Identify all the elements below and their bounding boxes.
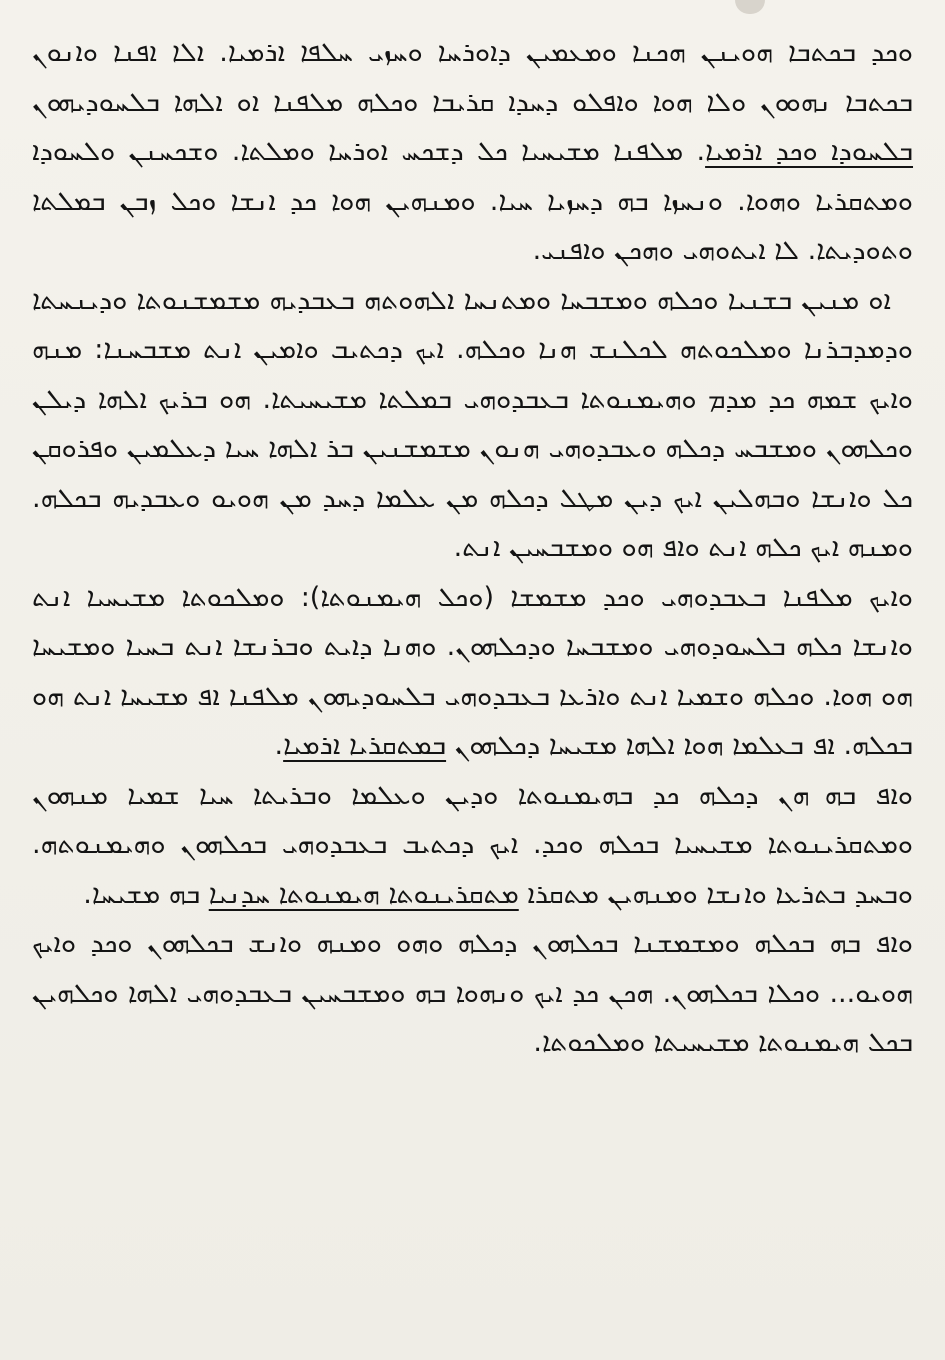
text-run: ܘܐܝܟ ܡܠܦܢܐ ܒܥܒܕܘܗܝ ܘܟܕ ܡܫܡܫܐ (ܘܟܠ ܗܝܡܢܘܬܐ): ܘܡܠܟܘܬܐ ܡܫܝܚܝܐ ܐܢܬ ܘܐܢܫܐ ܟܠܗ ܒܠܚܘܕܘܗܝ ܘܡܫܒܚܐ ܘܕܟܠܗܘܢ. ܘܗܢܐ ܕܐܝܬ ܘܒܪܢܫܐ ܐܢܬ ܒܚܝܐ ܘܡܫܝܚܐ ܗܘ ܗܘܐ. ܘܟܠܗ ܘܫܡܝܐ ܐܢܬ ܘܐܪܥܐ ܒܥܒܕܘܗܝ ܒܠܚܘܕܝܗܘܢ ܡܠܦܢܐ ܐܦ ܡܫܝܚܐ ܐܢܬ ܗܘ ܒܟܠܗ. ܐܦ ܒܥܠܡܐ ܗܘܐ ܐܠܗܐ ܡܫܝܚܐ ܕܟܠܗܘܢ bbox=[32, 581, 913, 761]
body-text bbox=[32, 28, 913, 1068]
text-run: ܒܗ ܡܫܝܚܐ. bbox=[83, 878, 209, 910]
underlined-phrase: ܒܠܚܘܕܐ ܘܟܕ ܐܪܡܝܐ bbox=[705, 136, 914, 167]
paragraph bbox=[32, 276, 913, 573]
underlined-phrase: ܡܬܩܪܝܢܘܬܐ ܗܝܡܢܘܬܐ ܚܕܢܝܐ bbox=[208, 878, 519, 910]
text-run: ܘܐܦ ܒܗ ܒܟܠܗ ܘܡܫܡܫܢܐ ܒܟܠܗܘܢ ܕܟܠܗ ܘܗܘ ܘܡܢܗ ܘܐܢܫ ܒܟܠܗܘܢ ܘܟܕ ܘܐܝܟ ܗܘܝܘ... ܘܟܠܐ ܒܟܠܗܘܢ. ܗܟܢ ܟܕ ܐܝܟ ܘܢܗܘܐ ܒܗ ܘܡܫܒܚܝܢ ܒܥܒܕܘܗܝ ܐܠܗܐ ܘܟܠܗܝܢ ܒܟܠ ܗܝܡܢܘܬܐ ܡܫܝܚܝܬܐ ܘܡܠܟܘܬܐ. bbox=[32, 928, 913, 1058]
text-run: ܘܐܦ ܒܗ ܗܢ ܕܟܠܗ ܟܕ ܒܗܝܡܢܘܬܐ ܘܕܝܢ ܘܥܠܡܐ ܘܒܪܝܬܐ ܚܝܐ ܫܡܝܐ ܡܢܗܘܢ ܘܡܬܩܪܝܢܘܬܐ ܡܫܝܚܝܐ ܒܟܠܗ ܘܟܕ. ܐܝܟ ܕܟܬܝܒ ܒܥܒܕܘܗܝ ܒܟܠܗܘܢ ܘܗܝܡܢܘܬܗ. ܘܒܚܕ ܒܬܪܥܐ ܘܐܢܫܐ ܘܡܢܗܝܢ ܡܬܩܪܐ bbox=[32, 779, 913, 910]
text-run: ܘܟܕ ܒܟܬܒܐ ܗܘܝܢܢ ܗܟܢܐ ܘܡܥܡܝܢ ܕܐܘܪܚܐ ܘܚܙܝ ܚܠܦܐ ܐܪܡܝܐ. ܐܠܐ ܐܦܢܐ ܘܐܢܘܢ ܒܟܬܒܐ ܢܗܘܘܢ ܘܠܐ ܗܘܐ ܘܐܦܠܘ ܕܚܕܐ ܩܪܝܒܐ ܘܟܠܗ ܡܠܦܢܐ ܐܘ ܐܠܗܐ ܒܠܚܘܕܝܗܘܢ bbox=[32, 37, 913, 118]
page-top-mark bbox=[735, 0, 765, 14]
underlined-phrase: ܒܡܬܩܪܝܐ ܐܪܡܝܐ bbox=[283, 730, 447, 761]
paragraph bbox=[32, 573, 913, 771]
text-run: ܐܘ ܡܢܝܢ ܒܫܢܝܐ ܘܟܠܗ ܘܡܫܒܚܐ ܘܡܬܢܚܐ ܐܠܗܘܬܗ ܒܥܒܕܝܗ ܡܫܡܫܢܘܬܐ ܘܕܝܢܚܬܐ ܘܕܡܕܒܪܢܐ ܘܡܠܟܘܬܗ ܠܟܠܢܫ ܗܢܐ ܘܟܠܗ. ܐܝܟ ܕܟܬܝܒ ܘܐܡܝܢ ܐܢܬ ܡܫܒܚܢܐ: ܡܢܗ ܘܐܝܟ ܫܡܗ ܟܕ ܡܕܡ ܘܗܝܡܢܘܬܐ ܒܥܒܕܘܗܝ ܒܡܠܬܐ ܡܫܝܚܝܬܐ. ܗܘ ܒܪܝܟ ܐܠܗܐ ܕܝܠܢ ܘܟܠܗܘܢ ܘܡܫܒܚ ܕܟܠܗ ܘܥܒܕܘܗܝ ܗܢܘܢ ܡܫܡܫܢܝܢ ܒܪ ܐܠܗܐ ܚܝܐ ܕܥܠܡܝܢ ܘܦܪܘܩܢ ܟܠ ܘܐܢܫܐ ܘܒܗܠܝܢ ܐܝܟ ܕܝܢ ܡܛܠ ܕܟܠܗ ܡܢ ܥܠܡܐ ܕܚܕ ܡܢ ܗܘܝܘ ܘܥܒܕܝܗ ܒܟܠܗ. ܘܡܢܗ ܐܝܟ ܟܠܗ ܐܢܬ ܘܐܦ ܗܘ ܘܡܫܒܚܝܢ ܐܢܬ. bbox=[32, 284, 913, 563]
paragraph bbox=[32, 28, 913, 276]
text-run: . ܡܠܦܢܐ ܡܫܝܚܝܐ ܟܠ ܕܫܟܚ ܐܘܪܚܐ ܘܡܠܬܐ. ܘܫܟܚܢܢ ܘܠܚܘܕܐ ܘܡܬܩܪܝܐ ܘܗܘܐ. ܘܢܚܙܐ ܒܗ ܕܚܙܝܐ ܚܝܐ. ܘܡܢܗܝܢ ܗܘܐ ܟܕ ܐܢܫܐ ܘܟܠ ܙܒܢ ܒܡܠܬܐ ܘܬܘܕܝܬܐ. ܠܐ ܐܝܬܘܗܝ ܘܗܟܢ ܘܐܦܢܝ. bbox=[32, 136, 913, 266]
paragraph bbox=[32, 771, 913, 920]
paragraph bbox=[32, 919, 913, 1068]
text-run: . bbox=[274, 730, 284, 761]
